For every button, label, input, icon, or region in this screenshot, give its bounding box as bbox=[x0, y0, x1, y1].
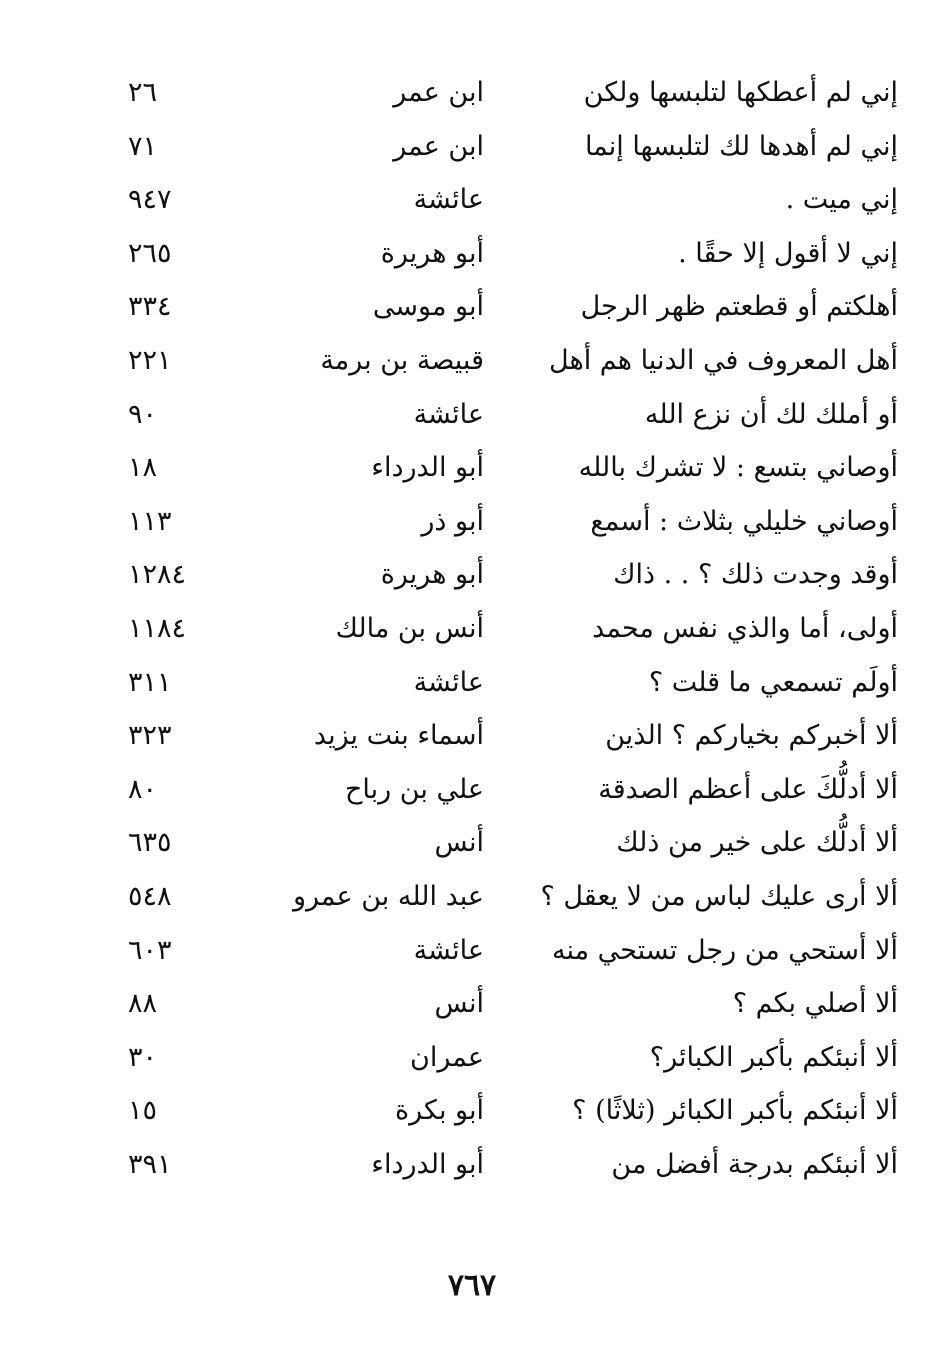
page-reference: ٣٢٣ bbox=[128, 720, 172, 752]
hadith-incipit: إني لم أعطكها لتلبسها ولكن bbox=[583, 77, 898, 108]
hadith-incipit: إني لا أقول إلا حقًا . bbox=[678, 237, 898, 269]
page-reference: ٥٤٨ bbox=[128, 880, 172, 912]
page-reference: ١٥ bbox=[128, 1095, 158, 1127]
table-row bbox=[0, 120, 944, 174]
hadith-incipit: ألا أرى عليك لباس من لا يعقل ؟ bbox=[540, 880, 898, 912]
page-reference: ٨٠ bbox=[128, 773, 158, 805]
page-reference: ٣٩١ bbox=[128, 1148, 172, 1180]
page-reference: ٨٨ bbox=[128, 988, 158, 1020]
hadith-index-table bbox=[0, 66, 944, 1191]
narrator-name: عائشة bbox=[413, 934, 484, 966]
narrator-name: عائشة bbox=[413, 398, 484, 430]
page-reference: ٧١ bbox=[128, 130, 158, 162]
table-row bbox=[0, 1138, 944, 1192]
hadith-incipit: أوصاني خليلي بثلاث : أسمع bbox=[590, 505, 898, 537]
hadith-incipit: ألا أدلُّك على خير من ذلك bbox=[616, 827, 898, 859]
narrator-name: عبد الله بن عمرو bbox=[292, 880, 484, 912]
table-row bbox=[0, 227, 944, 281]
narrator-name: أبو هريرة bbox=[380, 237, 484, 269]
table-row bbox=[0, 334, 944, 388]
narrator-name: ابن عمر bbox=[393, 130, 484, 162]
page-reference: ١١٣ bbox=[128, 505, 172, 537]
page-number: ٧٦٧ bbox=[447, 1268, 497, 1303]
table-row bbox=[0, 709, 944, 763]
table-row bbox=[0, 602, 944, 656]
table-row bbox=[0, 1031, 944, 1085]
page-reference: ٢٢١ bbox=[128, 344, 172, 376]
page-reference: ١٨ bbox=[128, 452, 158, 484]
hadith-incipit: ألا أنبئكم بدرجة أفضل من bbox=[611, 1148, 898, 1180]
hadith-incipit: ألا أصلي بكم ؟ bbox=[732, 988, 898, 1020]
hadith-incipit: أو أملك لك أن نزع الله bbox=[644, 398, 898, 430]
narrator-name: أبو هريرة bbox=[380, 559, 484, 591]
hadith-incipit: ألا أخبركم بخياركم ؟ الذين bbox=[605, 720, 898, 752]
table-row bbox=[0, 924, 944, 978]
hadith-incipit: ألا أنبئكم بأكبر الكبائر؟ bbox=[649, 1041, 898, 1073]
narrator-name: أبو الدرداء bbox=[371, 1148, 484, 1180]
page-reference: ١١٨٤ bbox=[128, 612, 187, 644]
hadith-incipit: ألا أستحي من رجل تستحي منه bbox=[552, 934, 898, 966]
page-reference: ٣١١ bbox=[128, 666, 172, 698]
narrator-name: قبيصة بن برمة bbox=[320, 344, 484, 376]
page-reference: ٣٠ bbox=[128, 1041, 158, 1073]
hadith-incipit: أهلكتم أو قطعتم ظهر الرجل bbox=[580, 291, 898, 323]
hadith-incipit: أولى، أما والذي نفس محمد bbox=[592, 612, 898, 644]
page-reference: ٢٦٥ bbox=[128, 237, 172, 269]
hadith-incipit: أولَم تسمعي ما قلت ؟ bbox=[648, 666, 898, 698]
page-reference: ٩٤٧ bbox=[128, 184, 172, 216]
table-row bbox=[0, 977, 944, 1031]
hadith-incipit: إني لم أهدها لك لتلبسها إنما bbox=[584, 130, 898, 162]
narrator-name: أسماء بنت يزيد bbox=[313, 720, 484, 752]
hadith-incipit: إني ميت . bbox=[785, 184, 898, 216]
narrator-name: أنس bbox=[434, 827, 484, 859]
table-row bbox=[0, 66, 944, 120]
hadith-incipit: أوقد وجدت ذلك ؟ . . ذاك bbox=[613, 559, 898, 591]
page-reference: ٣٣٤ bbox=[128, 291, 172, 323]
table-row bbox=[0, 280, 944, 334]
page-reference: ٩٠ bbox=[128, 398, 158, 430]
narrator-name: أنس bbox=[434, 988, 484, 1020]
narrator-name: عائشة bbox=[413, 184, 484, 216]
table-row bbox=[0, 548, 944, 602]
table-row bbox=[0, 816, 944, 870]
table-row bbox=[0, 441, 944, 495]
page-reference: ١٢٨٤ bbox=[128, 559, 187, 591]
table-row bbox=[0, 656, 944, 710]
page-reference: ٢٦ bbox=[128, 77, 158, 108]
table-row bbox=[0, 495, 944, 549]
narrator-name: ابن عمر bbox=[393, 77, 484, 108]
hadith-incipit: أوصاني بتسع : لا تشرك بالله bbox=[578, 452, 898, 484]
narrator-name: عمران bbox=[410, 1041, 484, 1073]
narrator-name: أنس بن مالك bbox=[335, 612, 484, 644]
narrator-name: عائشة bbox=[413, 666, 484, 698]
narrator-name: أبو ذر bbox=[421, 505, 484, 537]
narrator-name: أبو بكرة bbox=[394, 1095, 484, 1127]
table-row bbox=[0, 763, 944, 817]
narrator-name: علي بن رباح bbox=[345, 773, 484, 805]
page-reference: ٦٠٣ bbox=[128, 934, 172, 966]
hadith-incipit: أهل المعروف في الدنيا هم أهل bbox=[549, 344, 898, 376]
hadith-incipit: ألا أنبئكم بأكبر الكبائر (ثلاثًا) ؟ bbox=[572, 1095, 898, 1127]
table-row bbox=[0, 870, 944, 924]
hadith-incipit: ألا أدلُّكَ على أعظم الصدقة bbox=[598, 773, 898, 805]
table-row bbox=[0, 173, 944, 227]
narrator-name: أبو موسى bbox=[372, 291, 484, 323]
page-reference: ٦٣٥ bbox=[128, 827, 172, 859]
table-row bbox=[0, 1084, 944, 1138]
narrator-name: أبو الدرداء bbox=[371, 452, 484, 484]
table-row bbox=[0, 388, 944, 442]
